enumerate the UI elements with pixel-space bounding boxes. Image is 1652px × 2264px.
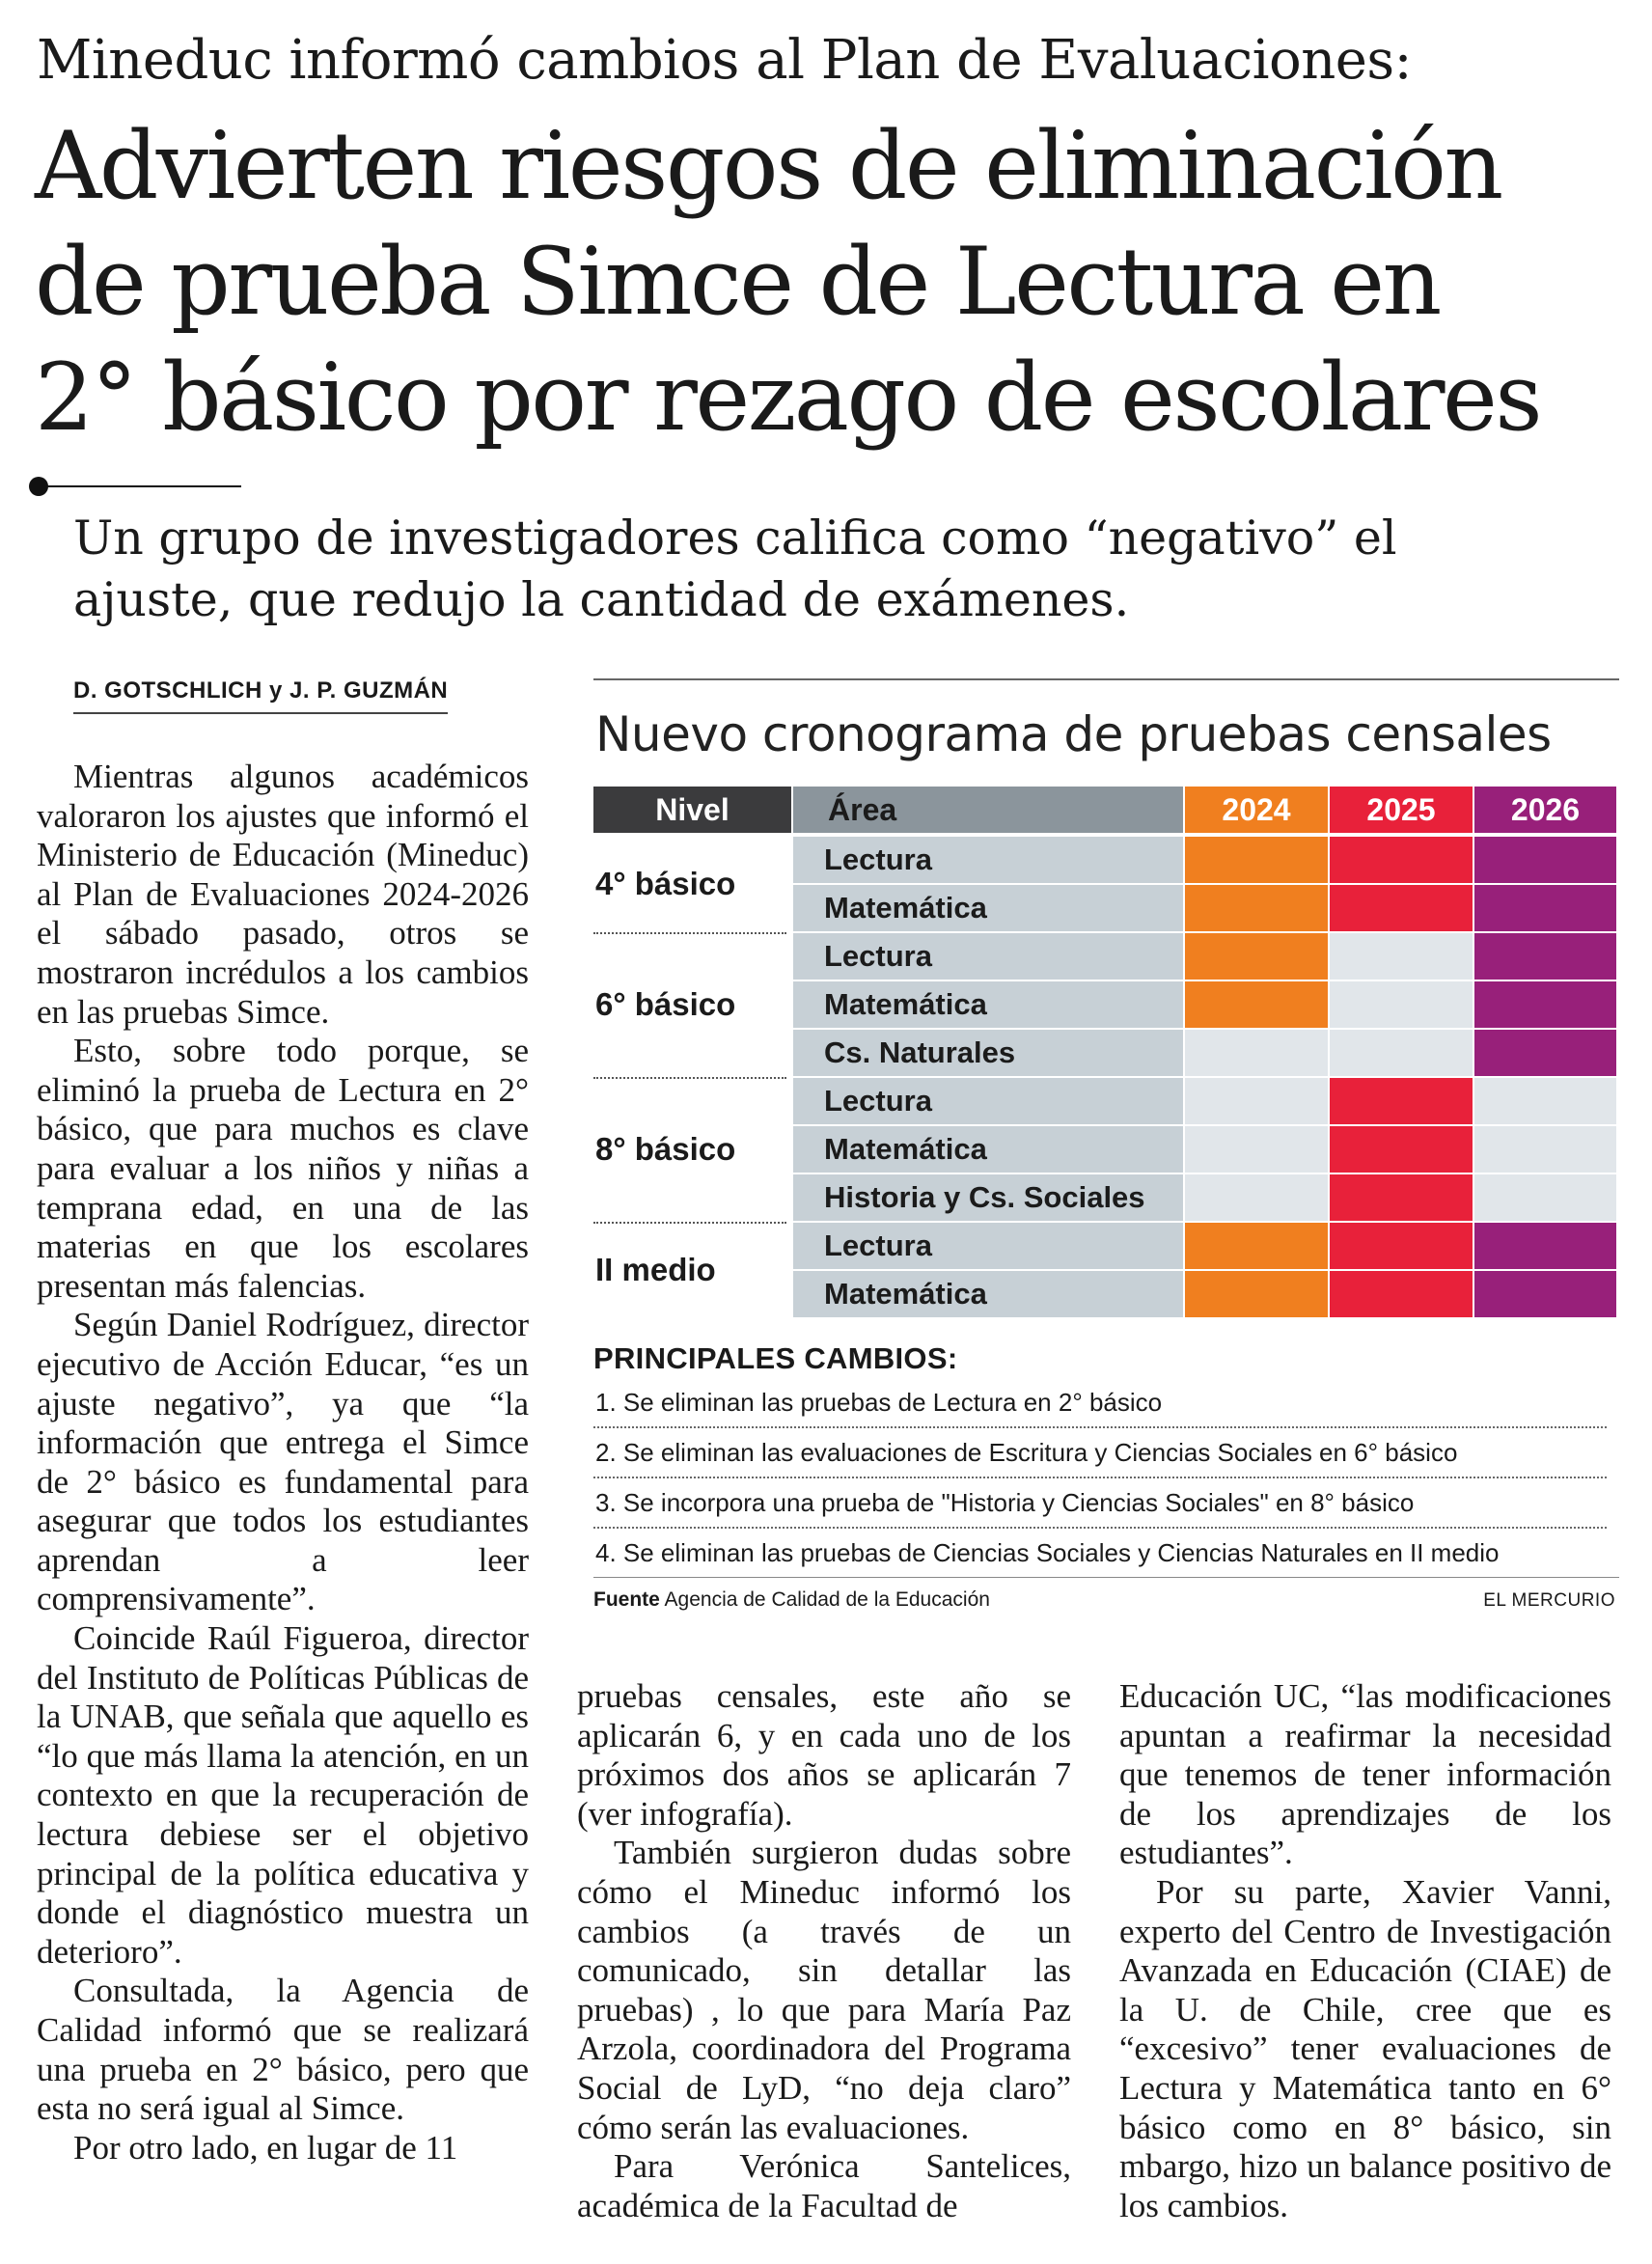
paragraph: pruebas censales, este año se aplicarán 6, y en cada uno de los próximos dos años se aplicarán 7 (ver infografía).: [577, 1677, 1071, 1833]
infographic-top-rule: [593, 678, 1619, 680]
paragraph: Esto, sobre todo porque, se eliminó la prueba de Lectura en 2° básico, que para muchos es clave para evaluar a los niños y niñas a temprana edad, en una de las materias en que los escolares presentan más falencias.: [37, 1032, 529, 1305]
paragraph: Para Verónica Santelices, académica de la Facultad de: [577, 2147, 1071, 2224]
schedule-cell-2024: [1185, 1174, 1328, 1221]
schedule-cell-2026: [1474, 1223, 1616, 1269]
source-text: Agencia de Calidad de la Educación: [664, 1588, 990, 1611]
area-cell: Matemática: [793, 885, 1183, 931]
article-column-3: [1119, 1677, 1611, 2225]
change-item: 4. Se eliminan las pruebas de Ciencias Sociales y Ciencias Naturales en II medio: [593, 1527, 1607, 1577]
schedule-cell-2024: [1185, 1078, 1328, 1124]
schedule-cell-2026: [1474, 1271, 1616, 1317]
headline-line: de prueba Simce de Lectura en: [35, 228, 1440, 336]
area-cell: Lectura: [793, 1078, 1183, 1124]
changes-list: [593, 1378, 1607, 1577]
article-byline: D. GOTSCHLICH y J. P. GUZMÁN: [73, 677, 448, 714]
level-label: 4° básico: [595, 866, 736, 901]
infographic-title: Nuevo cronograma de pruebas censales: [595, 706, 1552, 762]
header-year-2024: 2024: [1185, 787, 1328, 833]
schedule-cell-2026: [1474, 1078, 1616, 1124]
article-column-1: [37, 758, 529, 2167]
headline-line: 2° básico por rezago de escolares: [35, 344, 1541, 452]
paragraph: Educación UC, “las modificaciones apuntan a reafirmar la necesidad que tenemos de tener información de los aprendizajes de los estudiantes”.: [1119, 1677, 1611, 1872]
schedule-cell-2026: [1474, 1030, 1616, 1076]
area-cell: Historia y Cs. Sociales: [793, 1174, 1183, 1221]
level-label: II medio: [595, 1252, 716, 1287]
source-line: [593, 1588, 990, 1612]
schedule-cell-2025: [1330, 933, 1473, 980]
brand-credit: EL MERCURIO: [1483, 1590, 1615, 1611]
schedule-cell-2024: [1185, 1030, 1328, 1076]
changes-title: PRINCIPALES CAMBIOS:: [593, 1341, 958, 1375]
rule-line-ornament: [44, 485, 241, 487]
area-cell: Matemática: [793, 981, 1183, 1028]
schedule-cell-2026: [1474, 1126, 1616, 1173]
paragraph: Por otro lado, en lugar de 11: [73, 2128, 458, 2167]
level-label: 6° básico: [595, 986, 736, 1022]
change-item: 1. Se eliminan las pruebas de Lectura en 2° básico: [595, 1387, 1163, 1417]
area-cell: Lectura: [793, 837, 1183, 883]
level-label: 8° básico: [595, 1131, 736, 1167]
source-rule: [593, 1577, 1619, 1578]
source-label: Fuente: [593, 1588, 660, 1611]
article-headline: [35, 108, 1627, 456]
area-cell: Matemática: [793, 1271, 1183, 1317]
area-cell: Matemática: [793, 1126, 1183, 1173]
schedule-cell-2025: [1330, 1126, 1473, 1173]
schedule-cell-2025: [1330, 1223, 1473, 1269]
schedule-cell-2024: [1185, 1223, 1328, 1269]
header-nivel: Nivel: [593, 787, 791, 833]
schedule-cell-2025: [1330, 1030, 1473, 1076]
header-year-2025: 2025: [1330, 787, 1473, 833]
schedule-cell-2024: [1185, 981, 1328, 1028]
area-cell: Cs. Naturales: [793, 1030, 1183, 1076]
schedule-cell-2024: [1185, 837, 1328, 883]
schedule-cell-2025: [1330, 837, 1473, 883]
paragraph: Según Daniel Rodríguez, director ejecutivo de Acción Educar, “es un ajuste negativo”, ya que “la información que entrega el Simce de 2° básico es fundamental para asegurar que todos los estudiantes aprendan a leer comprensivamente”.: [37, 1306, 529, 1618]
article-column-2: [577, 1677, 1071, 2225]
paragraph: Por su parte, Xavier Vanni, experto del Centro de Investigación Avanzada en Educación (CIAE) de la U. de Chile, cree que es “excesivo” tener evaluaciones de Lectura y Matemática tanto en 6° básico como en 8° básico, sin mbargo, hizo un balance positivo de los cambios.: [1119, 1872, 1611, 2224]
schedule-cell-2024: [1185, 1271, 1328, 1317]
header-year-2026: 2026: [1474, 787, 1616, 833]
schedule-cell-2026: [1474, 885, 1616, 931]
paragraph: También surgieron dudas sobre cómo el Mineduc informó los cambios (a través de un comunicado, sin detallar las pruebas) , lo que para María Paz Arzola, coordinadora del Programa Social de LyD, “no deja claro” cómo serán las evaluaciones.: [577, 1834, 1071, 2146]
schedule-cell-2024: [1185, 933, 1328, 980]
change-item: 2. Se eliminan las evaluaciones de Escritura y Ciencias Sociales en 6° básico: [593, 1426, 1607, 1477]
schedule-cell-2024: [1185, 885, 1328, 931]
schedule-cell-2025: [1330, 1174, 1473, 1221]
change-item: 3. Se incorpora una prueba de "Historia y Ciencias Sociales" en 8° básico: [593, 1477, 1607, 1527]
schedule-cell-2025: [1330, 885, 1473, 931]
area-cell: Lectura: [793, 933, 1183, 980]
paragraph: Coincide Raúl Figueroa, director del Instituto de Políticas Públicas de la UNAB, que señala que aquello es “lo que más llama la atención, en un contexto en que la recuperación de lectura debiese ser el objetivo principal de la política educativa y donde el diagnóstico muestra un deterioro”.: [37, 1619, 529, 1971]
schedule-cell-2025: [1330, 1078, 1473, 1124]
schedule-cell-2025: [1330, 981, 1473, 1028]
header-area: Área: [793, 787, 1183, 833]
schedule-cell-2026: [1474, 1174, 1616, 1221]
area-cell: Lectura: [793, 1223, 1183, 1269]
schedule-cell-2026: [1474, 933, 1616, 980]
schedule-cell-2025: [1330, 1271, 1473, 1317]
schedule-cell-2024: [1185, 1126, 1328, 1173]
article-deck: Un grupo de investigadores califica como “negativo” el ajuste, que redujo la cantidad de exámenes.: [73, 511, 1397, 627]
paragraph: Mientras algunos académicos valoraron los ajustes que informó el Ministerio de Educación (Mineduc) al Plan de Evaluaciones 2024-2026 el sábado pasado, otros se mostraron incrédulos a los cambios en las pruebas Simce.: [37, 758, 529, 1031]
schedule-table: [593, 787, 1616, 1325]
headline-line: Advierten riesgos de eliminación: [35, 112, 1501, 220]
schedule-cell-2026: [1474, 837, 1616, 883]
paragraph: Consultada, la Agencia de Calidad informó que se realizará una prueba en 2° básico, pero que esta no será igual al Simce.: [37, 1972, 529, 2128]
schedule-cell-2026: [1474, 981, 1616, 1028]
article-kicker: Mineduc informó cambios al Plan de Evaluaciones:: [37, 29, 1412, 92]
